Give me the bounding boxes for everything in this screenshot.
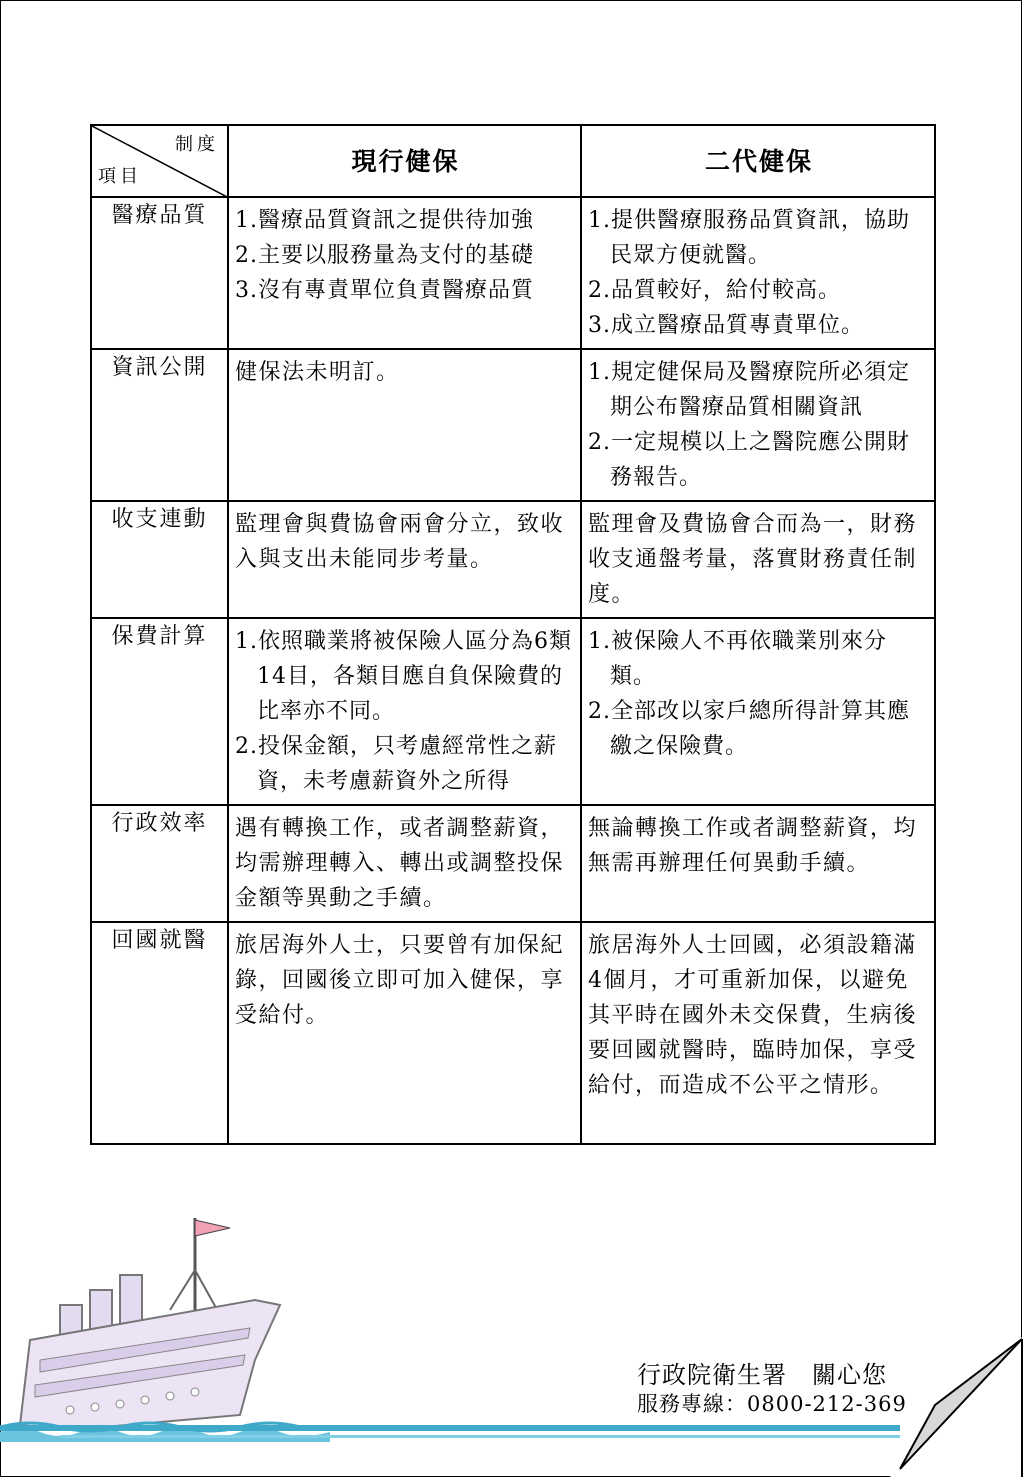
cell-text: 旅居海外人士回國，必須設籍滿4個月，才可重新加保，以避免其平時在國外未交保費，生病後要回國就醫時，臨時加保，享受給付，而造成不公平之情形。 xyxy=(588,933,918,1098)
header-current: 現行健保 xyxy=(228,125,581,197)
table-row xyxy=(91,197,935,349)
table-header-row xyxy=(91,125,935,197)
list-item: 3.成立醫療品質專責單位。 xyxy=(588,313,864,338)
footer-department: 行政院衛生署 關心您 xyxy=(637,1361,887,1389)
list-item: 2.投保金額，只考慮經常性之薪資，未考慮薪資外之所得 xyxy=(235,734,557,794)
list-item: 1.提供醫療服務品質資訊，協助民眾方便就醫。 xyxy=(588,208,910,268)
list-item: 1.依照職業將被保險人區分為6類14目，各類目應自負保險費的比率亦不同。 xyxy=(235,629,572,724)
current-cell xyxy=(228,922,581,1144)
table-row xyxy=(91,501,935,618)
corner-bottom-label: 項目 xyxy=(98,166,142,187)
table-row xyxy=(91,349,935,501)
list-item: 2.全部改以家戶總所得計算其應繳之保險費。 xyxy=(588,699,910,759)
list-item: 1.規定健保局及醫療院所必須定期公布醫療品質相關資訊 xyxy=(588,360,910,420)
corner-header-cell xyxy=(91,125,228,197)
second-gen-cell xyxy=(581,618,935,805)
list-item: 1.醫療品質資訊之提供待加強 xyxy=(235,208,534,233)
table-row xyxy=(91,805,935,922)
current-cell xyxy=(228,501,581,618)
table-row xyxy=(91,922,935,1144)
list-item: 3.沒有專責單位負責醫療品質 xyxy=(235,278,534,303)
list-item: 2.一定規模以上之醫院應公開財務報告。 xyxy=(588,430,910,490)
cell-text: 監理會與費協會兩會分立，致收入與支出未能同步考量。 xyxy=(235,512,565,572)
cell-text: 遇有轉換工作，或者調整薪資，均需辦理轉入、轉出或調整投保金額等異動之手續。 xyxy=(235,816,565,911)
row-label: 行政效率 xyxy=(91,805,228,922)
current-cell xyxy=(228,197,581,349)
row-label: 保費計算 xyxy=(91,618,228,805)
cell-text: 健保法未明訂。 xyxy=(235,360,400,385)
cell-text: 旅居海外人士，只要曾有加保紀錄，回國後立即可加入健保，享受給付。 xyxy=(235,933,565,1028)
footer-hotline: 服務專線：0800-212-369 xyxy=(637,1392,907,1416)
list-item: 2.主要以服務量為支付的基礎 xyxy=(235,243,534,268)
second-gen-cell xyxy=(581,501,935,618)
table-row xyxy=(91,618,935,805)
list-item: 1.被保險人不再依職業別來分類。 xyxy=(588,629,887,689)
row-label: 收支連動 xyxy=(91,501,228,618)
cell-text: 無論轉換工作或者調整薪資，均無需再辦理任何異動手續。 xyxy=(588,816,918,876)
row-label: 資訊公開 xyxy=(91,349,228,501)
second-gen-cell xyxy=(581,922,935,1144)
cell-text: 監理會及費協會合而為一，財務收支通盤考量，落實財務責任制度。 xyxy=(588,512,918,607)
row-label: 醫療品質 xyxy=(91,197,228,349)
comparison-table xyxy=(90,124,936,1145)
header-second-gen: 二代健保 xyxy=(581,125,935,197)
list-item: 2.品質較好，給付較高。 xyxy=(588,278,841,303)
row-label: 回國就醫 xyxy=(91,922,228,1144)
current-cell xyxy=(228,805,581,922)
current-cell xyxy=(228,349,581,501)
water-wave-decoration xyxy=(0,1415,1024,1455)
corner-top-label: 制度 xyxy=(175,134,219,155)
second-gen-cell xyxy=(581,197,935,349)
second-gen-cell xyxy=(581,349,935,501)
ship-icon xyxy=(0,1210,330,1450)
current-cell xyxy=(228,618,581,805)
second-gen-cell xyxy=(581,805,935,922)
page-curl-icon xyxy=(880,1335,1024,1479)
